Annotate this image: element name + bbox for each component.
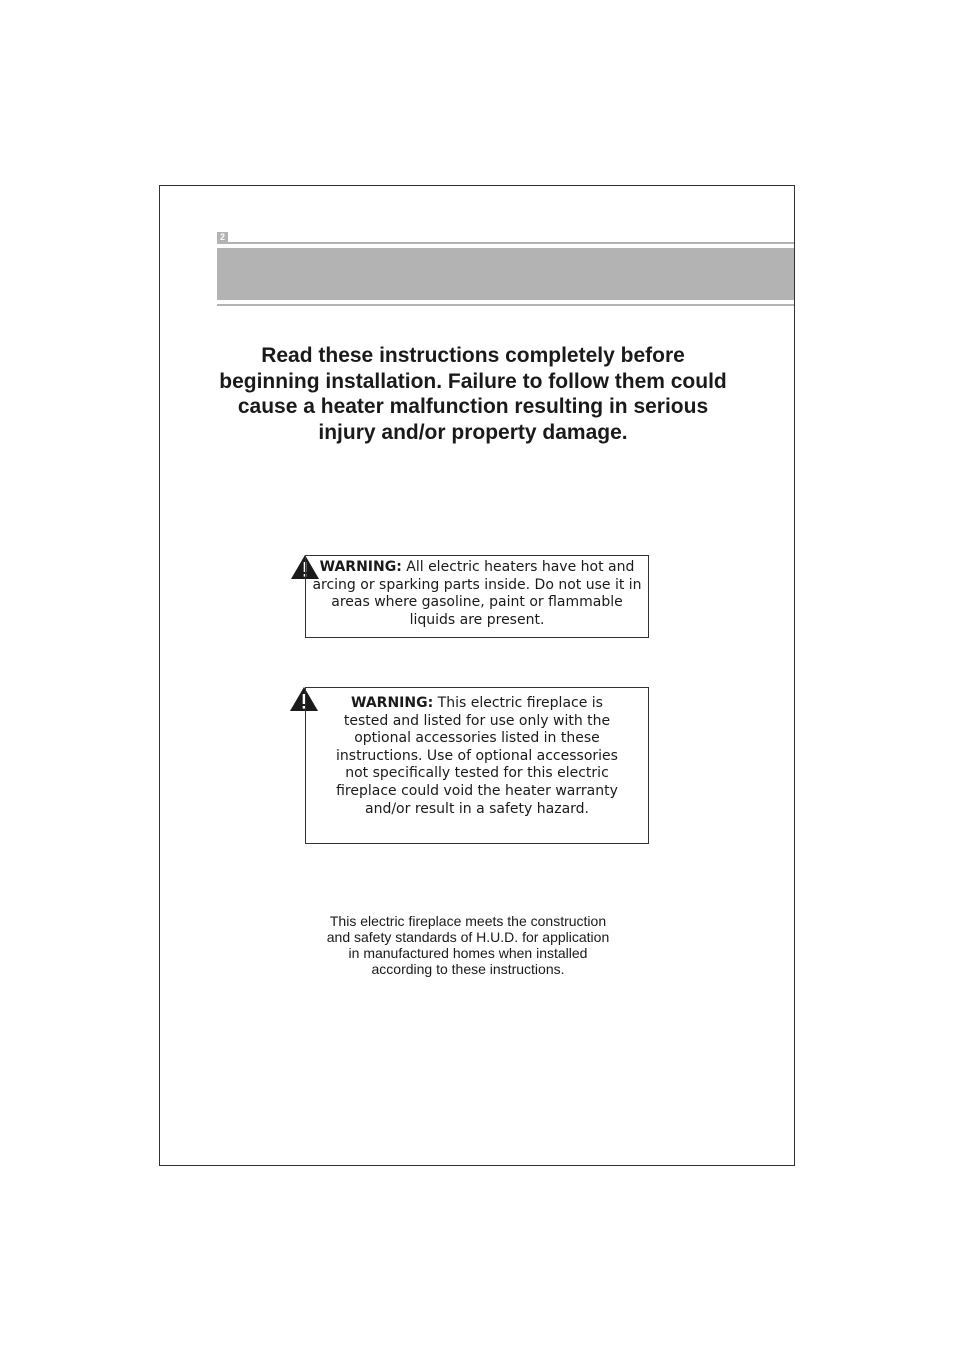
warning-text: All electric heaters have hot and arcing or sparking parts inside. Do not use it in areas where gasoline, paint or flammable liquids are present. bbox=[312, 559, 642, 628]
warning-label: WARNING: bbox=[319, 559, 402, 575]
intro-instructions: Read these instructions completely before beginning installation. Failure to follow them could cause a heater malfunction resulting in serious injury and/or property damage. bbox=[219, 344, 727, 444]
hud-compliance-note: This electric fireplace meets the construction and safety standards of H.U.D. for application in manufactured homes when installed according to these instructions. bbox=[326, 913, 610, 977]
header-rule-bottom bbox=[217, 304, 794, 306]
warning-box-accessories bbox=[305, 687, 649, 844]
header-rule-top bbox=[217, 242, 794, 244]
header-band bbox=[217, 248, 794, 300]
page-frame bbox=[159, 185, 795, 1166]
warning-box-hot-parts bbox=[305, 555, 649, 638]
warning-text: This electric fireplace is tested and listed for use only with the optional accessories listed in these instructions. Use of optional accessories not specifically tested for this electric fireplace could void the heater warranty and/or result in a safety hazard. bbox=[336, 695, 618, 817]
warning-label: WARNING: bbox=[351, 695, 434, 711]
page-number: 2 bbox=[217, 232, 228, 242]
